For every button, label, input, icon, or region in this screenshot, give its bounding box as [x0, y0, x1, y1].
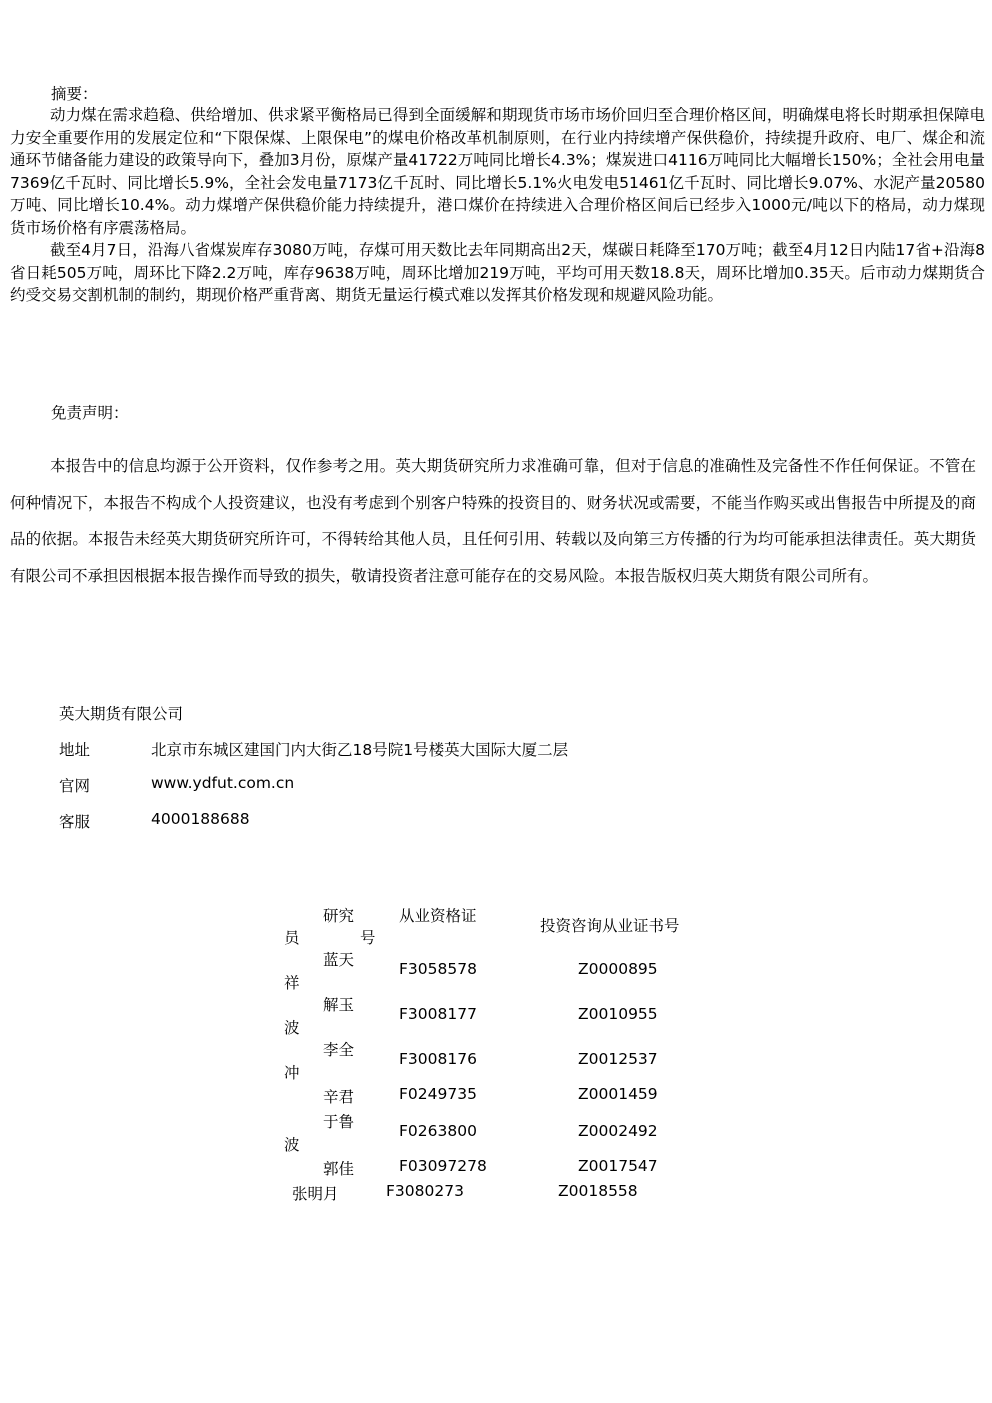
website-label: 官网 — [59, 777, 91, 795]
disclaimer-label: 免责声明： — [51, 404, 129, 422]
summary-paragraph-1: 动力煤在需求趋稳、供给增加、供求紧平衡格局已得到全面缓解和期现货市场市场价回归至合理价格区间，明确煤电将长时期承担保障电力安全重要作用的发展定位和“下限保煤、上限保电”的煤电价格改革机制原则，在行业内持续增产保供稳价，持续提升政府、电厂、煤企和流通环节储备能力建设的政策导向下，叠加3月份，原煤产量41722万吨同比增长4.3%；煤炭进口4116万吨同比大幅增长150%；全社会用电量7369亿千瓦时、同比增长5.9%，全社会发电量7173亿千瓦时、同比增长5.1%火电发电51461亿千瓦时、同比增长9.07%、水泥产量20580万吨、同比增长10.4%。动力煤增产保供稳价能力持续提升，港口煤价在持续进入合理价格区间后已经步入1000元/吨以下的格局，动力煤现货市场价格有序震荡格局。 — [10, 106, 985, 237]
table-row-name: 郭佳 — [323, 1160, 355, 1178]
table-row-consult: Z0000895 — [578, 960, 658, 978]
service-phone: 4000188688 — [151, 810, 250, 828]
table-row-qualification: F3058578 — [399, 960, 477, 978]
table-row-qualification: F03097278 — [399, 1157, 487, 1175]
service-label: 客服 — [59, 813, 91, 831]
table-row-qualification: F0263800 — [399, 1122, 477, 1140]
table-row-name: 张明月 — [292, 1185, 339, 1203]
address-value: 北京市东城区建国门内大街乙18号院1号楼英大国际大厦二层 — [151, 741, 569, 759]
table-row-name-cont: 祥 — [284, 974, 300, 992]
company-name: 英大期货有限公司 — [59, 705, 184, 723]
header-qualification-part2: 号 — [360, 929, 376, 947]
table-row-name-cont: 波 — [284, 1136, 300, 1154]
table-row-consult: Z0001459 — [578, 1085, 658, 1103]
table-row-consult: Z0002492 — [578, 1122, 658, 1140]
header-consult-cert: 投资咨询从业证书号 — [540, 917, 680, 935]
table-row-name: 李全 — [323, 1041, 355, 1059]
table-row-qualification: F3008176 — [399, 1050, 477, 1068]
address-label: 地址 — [59, 741, 91, 759]
header-researcher-part1: 研究 — [323, 907, 355, 925]
website-link[interactable]: www.ydfut.com.cn — [151, 774, 295, 792]
table-row-qualification: F3080273 — [386, 1182, 464, 1200]
header-researcher-part2: 员 — [284, 929, 300, 947]
header-qualification-part1: 从业资格证 — [399, 907, 477, 925]
table-row-name-cont: 冲 — [284, 1064, 300, 1082]
disclaimer-text: 本报告中的信息均源于公开资料，仅作参考之用。英大期货研究所力求准确可靠，但对于信息的准确性及完备性不作任何保证。不管在何种情况下，本报告不构成个人投资建议，也没有考虑到个别客户特殊的投资目的、财务状况或需要，不能当作购买或出售报告中所提及的商品的依据。本报告未经英大期货研究所许可，不得转给其他人员，且任何引用、转载以及向第三方传播的行为均可能承担法律责任。英大期货有限公司不承担因根据本报告操作而导致的损失，敬请投资者注意可能存在的交易风险。本报告版权归英大期货有限公司所有。 — [10, 457, 976, 585]
table-row-consult: Z0018558 — [558, 1182, 638, 1200]
table-row-name: 解玉 — [323, 996, 355, 1014]
table-row-name: 辛君 — [323, 1088, 355, 1106]
table-row-consult: Z0017547 — [578, 1157, 658, 1175]
table-row-consult: Z0012537 — [578, 1050, 658, 1068]
table-row-name: 于鲁 — [323, 1113, 355, 1131]
table-row-consult: Z0010955 — [578, 1005, 658, 1023]
summary-paragraph-2: 截至4月7日，沿海八省煤炭库存3080万吨，存煤可用天数比去年同期高出2天，煤碳日耗降至170万吨；截至4月12日内陆17省+沿海8省日耗505万吨，周环比下降2.2万吨，库存9638万吨，周环比增加219万吨，平均可用天数18.8天，周环比增加0.35天。后市动力煤期货合约受交易交割机制的制约，期现价格严重背离、期货无量运行模式难以发挥其价格发现和规避风险功能。 — [10, 241, 985, 304]
table-row-name: 蓝天 — [323, 951, 355, 969]
table-row-name-cont: 波 — [284, 1019, 300, 1037]
table-row-qualification: F3008177 — [399, 1005, 477, 1023]
summary-label: 摘要： — [51, 85, 98, 103]
table-row-qualification: F0249735 — [399, 1085, 477, 1103]
